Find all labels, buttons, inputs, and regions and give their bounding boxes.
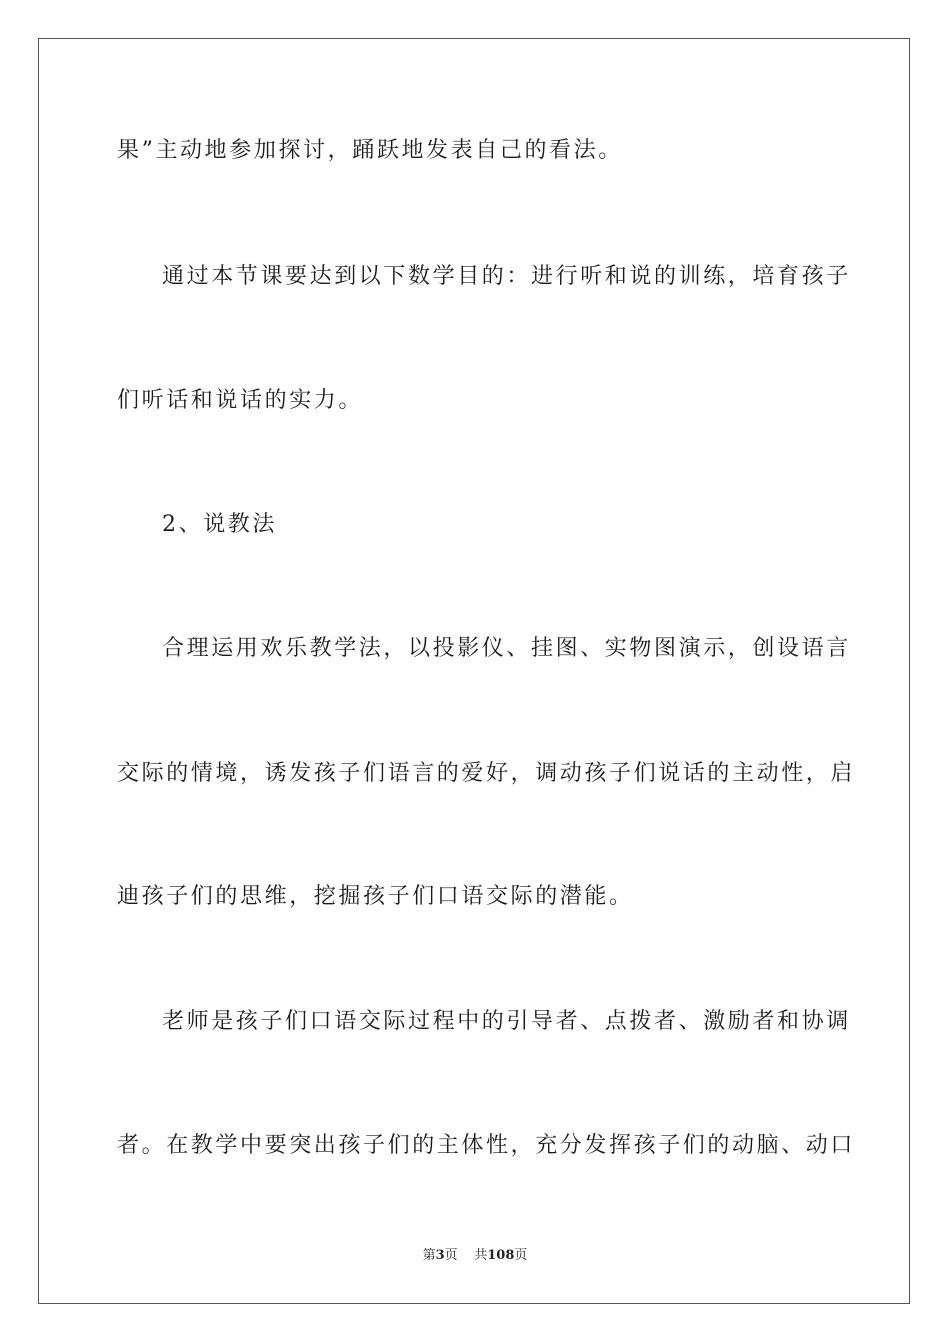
page-footer <box>0 1247 950 1265</box>
paragraph-line: 果”主动地参加探讨，踊跃地发表自己的看法。 <box>117 138 623 163</box>
paragraph-line: 交际的情境，诱发孩子们语言的爱好，调动孩子们说话的主动性，启 <box>117 761 856 786</box>
page-border <box>38 38 910 1304</box>
footer-total-pages: 108 <box>487 1248 515 1263</box>
section-heading: 2、说教法 <box>162 512 277 537</box>
paragraph-line: 老师是孩子们口语交际过程中的引导者、点拨者、激励者和协调 <box>162 1009 851 1034</box>
paragraph-line: 迪孩子们的思维，挖掘孩子们口语交际的潜能。 <box>117 884 634 909</box>
paragraph-line: 通过本节课要达到以下数学目的：进行听和说的训练，培育孩子 <box>162 264 851 289</box>
footer-prefix: 第 <box>422 1248 436 1263</box>
paragraph-line: 者。在教学中要突出孩子们的主体性，充分发挥孩子们的动脑、动口 <box>117 1133 856 1158</box>
footer-page-suffix: 页 <box>444 1248 458 1263</box>
footer-page-number: 3 <box>435 1248 445 1263</box>
paragraph-line: 们听话和说话的实力。 <box>117 388 364 413</box>
footer-total-suffix: 页 <box>514 1248 528 1263</box>
footer-total-prefix: 共 <box>474 1248 488 1263</box>
paragraph-line: 合理运用欢乐教学法，以投影仪、挂图、实物图演示，创设语言 <box>162 636 851 661</box>
